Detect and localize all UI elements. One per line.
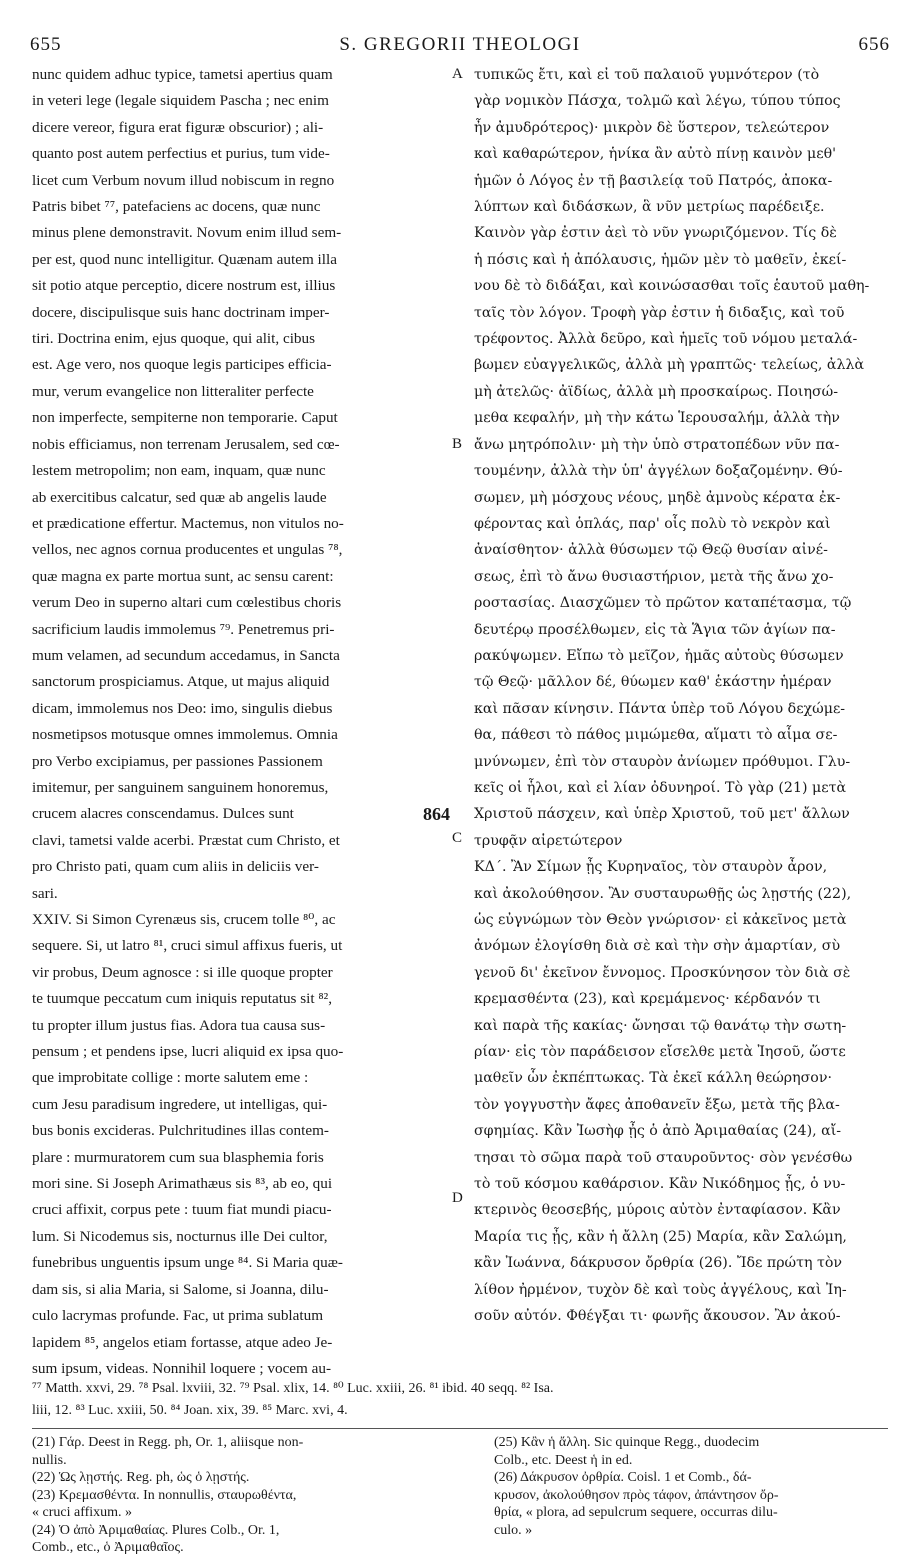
page-number-left: 655 (30, 34, 62, 55)
latin-line: docere, discipulisque suis hanc doctrinam imper- (32, 303, 330, 321)
latin-line: sacrificium laudis immolemus ⁷⁹. Penetremus pri- (32, 620, 335, 638)
greek-line: Καινὸν γὰρ ἐστιν ἀεὶ τὸ νῦν γνωριζόμενον. Τίς δὲ (474, 225, 837, 242)
greek-line: σοῦν αὐτόν. Φθέγξαι τι· φωνῆς ἄκουσον. Ἂν ἀκού- (474, 1308, 841, 1325)
greek-line: ΚΔ΄. Ἂν Σίμων ᾖς Κυρηναῖος, τὸν σταυρὸν ἆρον, (474, 859, 828, 876)
latin-line: sari. (32, 884, 58, 902)
greek-line: καὶ ἀκολούθησον. Ἂν συσταυρωθῇς ὡς λῃστής (22), (474, 885, 852, 902)
latin-line: nobis efficiamus, non terrenam Jerusalem, sed cœ- (32, 435, 340, 453)
latin-line: per est, quod nunc intelligitur. Quænam autem illa (32, 250, 337, 268)
note-line: κρυσον, ἀκολούθησον πρὸς τάφον, ἀπάντησον ὄρ- (494, 1487, 779, 1503)
latin-line: licet cum Verbum novum illud nobiscum in regno (32, 171, 335, 189)
greek-line: τρέφοντος. Ἀλλὰ δεῦρο, καὶ ἡμεῖς τοῦ νόμου μεταλά- (474, 331, 858, 348)
greek-line: λύπτων καὶ διδάσκων, ἃ νῦν μετρίως παρέδειξε. (474, 199, 825, 216)
column-number: 864 (423, 804, 450, 825)
note-line: Colb., etc. Deest ἡ in ed. (494, 1452, 633, 1468)
greek-line: θα, πάθεσι τὸ πάθος μιμώμεθα, αἵματι τὸ αἷμα σε- (474, 727, 838, 744)
margin-letter-c: C (452, 830, 463, 846)
greek-line: ἀναίσθητον· ἀλλὰ θύσωμεν τῷ Θεῷ θυσίαν αἰνέ- (474, 542, 828, 559)
footnote-divider (32, 1428, 888, 1429)
greek-line: ἄνω μητρόπολιν· μὴ τὴν ὑπὸ στρατοπέδων νῦν πα- (474, 436, 840, 453)
latin-line: sit potio atque perceptio, dicere nostrum est, illius (32, 277, 336, 295)
latin-line: pro Verbo excipiamus, per passiones Passionem (32, 752, 323, 770)
greek-line: ἀνόμων ἐλογίσθη διὰ σὲ καὶ τὴν σὴν ἁμαρτίαν, σὺ (474, 938, 841, 955)
latin-line: nosmetipsos motusque omnes immolemus. Omnia (32, 726, 338, 744)
latin-line: mum velamen, ad secundum accedamus, in Sancta (32, 646, 340, 664)
latin-line: te tuumque peccatum cum iniquis reputatus sit ⁸², (32, 990, 333, 1008)
greek-line: Χριστοῦ πάσχειν, καὶ ὑπὲρ Χριστοῦ, τοῦ μετ' ἄλλων (474, 806, 850, 823)
latin-line: cruci affixit, corpus pete : tuum fiat mundi piacu- (32, 1201, 332, 1219)
greek-line: σεως, ἐπὶ τὸ ἄνω θυσιαστήριον, μετὰ τῆς ἄνω χο- (474, 568, 834, 585)
latin-line: imitemur, per sanguinem sanguinem honoremus, (32, 778, 329, 796)
note-line: (23) Κρεμασθέντα. In nonnullis, σταυρωθέντα, (32, 1487, 297, 1503)
latin-line: lum. Si Nicodemus sis, nocturnus ille Dei cultor, (32, 1227, 328, 1245)
greek-line: τῷ Θεῷ· μᾶλλον δέ, θύωμεν καθ' ἑκάστην ἡμέραν (474, 674, 832, 691)
note-line: (24) Ὁ ἀπὸ Ἀριμαθαίας. Plures Colb., Or. 1, (32, 1522, 280, 1538)
latin-line: sequere. Si, ut latro ⁸¹, cruci simul affixus fueris, ut (32, 937, 343, 955)
reference-line: liii, 12. ⁸³ Luc. xxiii, 50. ⁸⁴ Joan. xix, 39. ⁸⁵ Marc. xvi, 4. (32, 1403, 348, 1418)
latin-line: sum ipsum, videas. Nonnihil loquere ; vocem au- (32, 1359, 332, 1377)
latin-line: que improbitate collige : morte salutem eme : (32, 1069, 309, 1087)
latin-line: culo lacrymas profunde. Fac, ut prima sublatum (32, 1307, 324, 1325)
latin-line: ab exercitibus calcatur, sed quæ ab angelis laude (32, 488, 327, 506)
greek-line: γὰρ νομικὸν Πάσχα, τολμῶ καὶ λέγω, τύπου τύπος (474, 93, 841, 110)
latin-line: quæ magna ex parte mortua sunt, ac sensu carent: (32, 567, 334, 585)
greek-line: τὸ τοῦ κόσμου καθάρσιον. Κἂν Νικόδημος ᾖς, ὁ νυ- (474, 1176, 846, 1193)
critical-notes-right (494, 1434, 888, 1539)
latin-line: dam sis, si alia Maria, si Salome, si Joanna, dilu- (32, 1280, 329, 1298)
note-line: (25) Κἂν ἡ ἄλλη. Sic quinque Regg., duodecim (494, 1435, 760, 1450)
latin-line: Patris bibet ⁷⁷, patefaciens ac docens, quæ nunc (32, 198, 321, 216)
greek-line: Μαρία τις ᾖς, κἂν ἡ ἄλλη (25) Μαρία, κἂν Σαλώμη, (474, 1228, 847, 1245)
greek-line: βωμεν εὐαγγελικῶς, ἀλλὰ μὴ γραπτῶς· τελείως, ἀλλὰ (474, 357, 865, 374)
greek-line: κἂν Ἰωάννα, δάκρυσον ὄρθρία (26). Ἴδε πρώτη τὸν (474, 1255, 842, 1272)
greek-line: καὶ παρὰ τῆς κακίας· ὤνησαι τῷ θανάτῳ τὴν σωτη- (474, 1017, 847, 1034)
greek-line: κτερινὸς θεοσεβής, μύροις αὐτὸν ἐνταφίασον. Κἂν (474, 1202, 841, 1219)
latin-column (32, 62, 450, 1382)
greek-line: γενοῦ δι' ἐκεῖνον ἔννομος. Προσκύνησον τὸν διὰ σὲ (474, 964, 851, 981)
latin-line: verum Deo in superno altari cum cœlestibus choris (32, 594, 342, 612)
greek-line: ἡμῶν ὁ Λόγος ἐν τῇ βασιλείᾳ τοῦ Πατρός, ἀποκα- (474, 172, 833, 189)
greek-line: κρεμασθέντα (23), καὶ κρεμάμενος· κέρδανόν τι (474, 991, 821, 1008)
greek-line: κεῖς οἱ ἧλοι, καὶ εἰ λίαν ὀδυνηροί. Τὸ γὰρ (21) μετὰ (474, 779, 847, 796)
latin-line: vellos, nec agnos cornua producentes et ungulas ⁷⁸, (32, 541, 343, 559)
greek-line: λίθον ἠρμένον, τυχὸν δὲ καὶ τοὺς ἀγγέλους, καὶ Ἰη- (474, 1281, 847, 1298)
note-line: (21) Γάρ. Deest in Regg. ph, Or. 1, aliisque non- (32, 1435, 304, 1450)
greek-line: σωμεν, μὴ μόσχους νέους, μηδὲ ἀμνοὺς κέρατα ἐκ- (474, 489, 841, 506)
latin-line: clavi, tametsi valde acerbi. Præstat cum Christo, et (32, 831, 340, 849)
greek-line: φέροντας καὶ ὁπλάς, παρ' οἷς πολὺ τὸ νεκρὸν καὶ (474, 515, 831, 532)
latin-line: vir probus, Deum agnosce : si ille quoque propter (32, 963, 333, 981)
note-line: « cruci affixum. » (32, 1505, 133, 1520)
greek-line: ταῖς τὸν λόγον. Τροφὴ γὰρ ἐστιν ἡ διδαξις, καὶ τοῦ (474, 304, 845, 321)
greek-line: ἡ πόσις καὶ ἡ ἀπόλαυσις, ἡμῶν μὲν τὸ μαθεῖν, ἐκεί- (474, 251, 847, 268)
greek-line: ροστασίας. Διασχῶμεν τὸ πρῶτον καταπέτασμα, τῷ (474, 595, 852, 612)
greek-line: μνύνωμεν, ἐπὶ τὸν σταυρὸν ἀνίωμεν πρόθυμοι. Γλυ- (474, 753, 851, 770)
latin-line: bus bonis excideras. Pulchritudines illas contem- (32, 1122, 329, 1140)
greek-line: ρακύψωμεν. Εἴπω τὸ μεῖζον, ἡμᾶς αὐτοὺς θύσωμεν (474, 647, 844, 664)
latin-line: sanctorum prospiciamus. Atque, ut majus aliquid (32, 673, 330, 691)
greek-line: καὶ πᾶσαν κίνησιν. Πάντα ὑπὲρ τοῦ Λόγου δεχώμε- (474, 700, 846, 717)
margin-letter-a: A (452, 66, 463, 82)
latin-line: pro Christo pati, quam cum aliis in deliciis ver- (32, 858, 319, 876)
latin-line: et prædicatione effertur. Mactemus, non vitulos no- (32, 514, 344, 532)
note-line: nullis. (32, 1452, 67, 1468)
greek-line: νου δὲ τὸ διδάξαι, καὶ κοινώσασθαι τοῖς ἑαυτοῦ μαθη- (474, 278, 870, 295)
greek-line: τησαι τὸ σῶμα παρὰ τοῦ σταυροῦντος· σὸν γενέσθω (474, 1149, 853, 1166)
greek-line: τρυφᾷν αἱρετώτερον (474, 832, 623, 849)
greek-line: ὡς εὐγνώμων τὸν Θεὸν γνώρισον· εἰ κἀκεῖνος μετὰ (474, 912, 847, 928)
margin-letter-b: B (452, 436, 463, 452)
greek-line: τὸν γογγυστὴν ἄφες ἀποθανεῖν ἔξω, μετὰ τῆς βλα- (474, 1096, 840, 1113)
greek-line: καὶ καθαρώτερον, ἡνίκα ἂν αὐτὸ πίνῃ καινὸν μεθ' (474, 146, 837, 163)
scripture-references (32, 1378, 888, 1422)
latin-line: mur, verum evangelice non litteraliter perfecte (32, 382, 314, 400)
running-title: S. GREGORII THEOLOGI (339, 34, 581, 55)
latin-line: lapidem ⁸⁵, angelos etiam fortasse, atque adeo Je- (32, 1333, 333, 1351)
latin-line: in veteri lege (legale siquidem Pascha ; nec enim (32, 92, 329, 110)
greek-column (474, 62, 888, 1330)
latin-line: nunc quidem adhuc typice, tametsi apertius quam (32, 66, 333, 83)
greek-line: μεθα κεφαλήν, μὴ τὴν κάτω Ἱερουσαλήμ, ἀλλὰ τὴν (474, 410, 840, 427)
note-line: (26) Δάκρυσον ὀρθρία. Coisl. 1 et Comb., δά- (494, 1470, 752, 1485)
latin-line: quanto post autem perfectius et purius, tum vide- (32, 145, 330, 163)
latin-line: funebribus unguentis ipsum unge ⁸⁴. Si Maria quæ- (32, 1254, 343, 1272)
latin-line: dicam, immolemus nos Deo: imo, singulis diebus (32, 699, 333, 717)
greek-line: τυπικῶς ἔτι, καὶ εἰ τοῦ παλαιοῦ γυμνότερον (τὸ (474, 67, 820, 83)
latin-line: dicere vereor, figura erat figuræ obscurior) ; ali- (32, 118, 324, 136)
latin-line: cum Jesu paradisum ingredere, ut intelligas, qui- (32, 1095, 328, 1113)
latin-line: mori sine. Si Joseph Arimathæus sis ⁸³, ab eo, qui (32, 1175, 333, 1193)
latin-line: plare : murmuratorem cum sua blasphemia foris (32, 1148, 324, 1166)
latin-line: minus plene demonstravit. Novum enim illud sem- (32, 224, 342, 242)
page-header (30, 34, 890, 60)
greek-line: δευτέρῳ προσέλθωμεν, εἰς τὰ Ἅγια τῶν ἁγίων πα- (474, 621, 836, 638)
margin-letter-d: D (452, 1190, 463, 1206)
greek-line: μὴ ἀτελῶς· ἀϊδίως, ἀλλὰ μὴ προσκαίρως. Ποιησώ- (474, 383, 839, 400)
note-line: θρία, « plora, ad sepulcrum sequere, occurras dilu- (494, 1505, 778, 1520)
latin-line: pensum ; et pendens ipse, lucri aliquid ex ipsa quo- (32, 1043, 344, 1061)
page-number-right: 656 (858, 34, 890, 55)
greek-line: σφημίας. Κἂν Ἰωσὴφ ᾖς ὁ ἀπὸ Ἀριμαθαίας (24), αἴ- (474, 1123, 842, 1140)
note-line: Comb., etc., ὁ Ἀριμαθαῖος. (32, 1540, 184, 1555)
reference-line: ⁷⁷ Matth. xxvi, 29. ⁷⁸ Psal. lxviii, 32. ⁷⁹ Psal. xlix, 14. ⁸⁰ Luc. xxiii, 26. ⁸¹ ibid. 40 seqq. ⁸² Isa. (32, 1381, 554, 1396)
greek-line: τουμένην, ἀλλὰ τὴν ὑπ' ἀγγέλων δοξαζομένην. Θύ- (474, 463, 843, 480)
greek-line: ἦν ἀμυδρότερος)· μικρὸν δὲ ὕστερον, τελεώτερον (474, 119, 830, 136)
latin-line: est. Age vero, nos quoque legis participes efficia- (32, 356, 332, 374)
critical-notes-left (32, 1434, 464, 1557)
latin-line: tiri. Doctrina enim, ejus quoque, qui alit, cibus (32, 330, 316, 348)
latin-line: non imperfecte, sempiterne non temporarie. Caput (32, 409, 338, 427)
latin-line: tu propter illum justus fias. Adora tua causa sus- (32, 1016, 326, 1034)
note-line: culo. » (494, 1522, 533, 1538)
latin-line: crucem alacres conscendamus. Dulces sunt 864 (32, 801, 450, 827)
greek-line: μαθεῖν ὧν ἐκπέπτωκας. Τὰ ἐκεῖ κάλλη θεώρησον· (474, 1070, 832, 1087)
latin-line: XXIV. Si Simon Cyrenæus sis, crucem tolle ⁸⁰, ac (32, 911, 336, 928)
latin-line: lestem metropolim; non eam, inquam, quæ nunc (32, 462, 326, 480)
note-line: (22) Ὡς λῃστής. Reg. ph, ὡς ὁ λῃστής. (32, 1470, 250, 1485)
greek-line: ρίαν· εἰς τὸν παράδεισον εἴσελθε μετὰ Ἰησοῦ, ὥστε (474, 1044, 846, 1061)
